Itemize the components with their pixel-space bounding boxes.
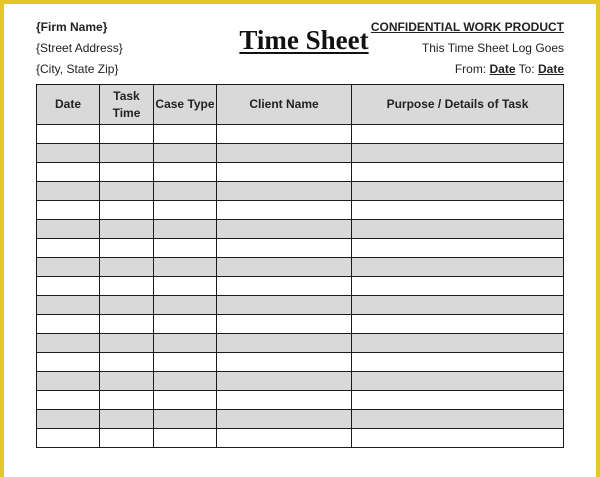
task-time-cell[interactable] [100, 163, 154, 182]
date-cell[interactable] [37, 277, 100, 296]
purpose-cell[interactable] [352, 334, 564, 353]
purpose-cell[interactable] [352, 182, 564, 201]
case-type-cell[interactable] [154, 429, 217, 448]
purpose-cell[interactable] [352, 296, 564, 315]
date-cell[interactable] [37, 144, 100, 163]
task-time-cell[interactable] [100, 391, 154, 410]
task-time-cell[interactable] [100, 353, 154, 372]
table-row [37, 429, 564, 448]
city-state-zip[interactable]: {City, State Zip} [36, 62, 119, 76]
table-row [37, 391, 564, 410]
date-cell[interactable] [37, 391, 100, 410]
client-name-cell[interactable] [217, 429, 352, 448]
purpose-cell[interactable] [352, 258, 564, 277]
table-row [37, 125, 564, 144]
table-header-row [37, 85, 564, 125]
client-name-cell[interactable] [217, 391, 352, 410]
date-cell[interactable] [37, 296, 100, 315]
date-cell[interactable] [37, 258, 100, 277]
client-name-cell[interactable] [217, 125, 352, 144]
client-name-cell[interactable] [217, 258, 352, 277]
case-type-cell[interactable] [154, 220, 217, 239]
to-label: To: [515, 62, 538, 76]
column-header-purpose: Purpose / Details of Task [352, 85, 564, 125]
client-name-cell[interactable] [217, 239, 352, 258]
purpose-cell[interactable] [352, 315, 564, 334]
time-sheet-table [36, 84, 564, 448]
client-name-cell[interactable] [217, 296, 352, 315]
purpose-cell[interactable] [352, 429, 564, 448]
table-row [37, 353, 564, 372]
table-row [37, 334, 564, 353]
case-type-cell[interactable] [154, 334, 217, 353]
case-type-cell[interactable] [154, 258, 217, 277]
task-time-cell[interactable] [100, 410, 154, 429]
table-row [37, 182, 564, 201]
case-type-cell[interactable] [154, 353, 217, 372]
case-type-cell[interactable] [154, 201, 217, 220]
task-time-cell[interactable] [100, 334, 154, 353]
client-name-cell[interactable] [217, 410, 352, 429]
table-row [37, 372, 564, 391]
client-name-cell[interactable] [217, 163, 352, 182]
purpose-cell[interactable] [352, 144, 564, 163]
client-name-cell[interactable] [217, 220, 352, 239]
date-cell[interactable] [37, 182, 100, 201]
task-time-cell[interactable] [100, 125, 154, 144]
task-time-cell[interactable] [100, 201, 154, 220]
case-type-cell[interactable] [154, 277, 217, 296]
column-header-case-type: Case Type [154, 85, 217, 125]
table-row [37, 277, 564, 296]
firm-name[interactable]: {Firm Name} [36, 20, 108, 34]
client-name-cell[interactable] [217, 372, 352, 391]
case-type-cell[interactable] [154, 182, 217, 201]
date-cell[interactable] [37, 410, 100, 429]
task-time-cell[interactable] [100, 182, 154, 201]
purpose-cell[interactable] [352, 220, 564, 239]
table-body [37, 125, 564, 448]
page-title-text: Time Sheet [239, 25, 369, 55]
street-address[interactable]: {Street Address} [36, 41, 123, 55]
task-time-cell[interactable] [100, 429, 154, 448]
to-date-field[interactable]: Date [537, 62, 564, 76]
column-header-client-name: Client Name [217, 85, 352, 125]
case-type-cell[interactable] [154, 125, 217, 144]
log-info [371, 17, 564, 80]
case-type-cell[interactable] [154, 410, 217, 429]
purpose-cell[interactable] [352, 391, 564, 410]
task-time-cell[interactable] [100, 372, 154, 391]
case-type-cell[interactable] [154, 163, 217, 182]
client-name-cell[interactable] [217, 277, 352, 296]
purpose-cell[interactable] [352, 410, 564, 429]
date-cell[interactable] [37, 201, 100, 220]
table-row [37, 258, 564, 277]
log-note: This Time Sheet Log Goes [421, 41, 564, 55]
date-cell[interactable] [37, 429, 100, 448]
purpose-cell[interactable] [352, 125, 564, 144]
purpose-cell[interactable] [352, 353, 564, 372]
from-date-field[interactable]: Date [489, 62, 516, 76]
date-cell[interactable] [37, 125, 100, 144]
column-header-date: Date [37, 85, 100, 125]
task-time-cell[interactable] [100, 315, 154, 334]
date-cell[interactable] [37, 163, 100, 182]
purpose-cell[interactable] [352, 163, 564, 182]
purpose-cell[interactable] [352, 372, 564, 391]
client-name-cell[interactable] [217, 334, 352, 353]
case-type-cell[interactable] [154, 239, 217, 258]
date-cell[interactable] [37, 239, 100, 258]
confidential-label: CONFIDENTIAL WORK PRODUCT [370, 20, 564, 34]
client-name-cell[interactable] [217, 144, 352, 163]
date-cell[interactable] [37, 220, 100, 239]
table-row [37, 239, 564, 258]
case-type-cell[interactable] [154, 372, 217, 391]
from-label: From: [454, 62, 490, 76]
case-type-cell[interactable] [154, 315, 217, 334]
task-time-cell[interactable] [100, 277, 154, 296]
client-name-cell[interactable] [217, 353, 352, 372]
table-row [37, 296, 564, 315]
column-header-task-time: Task Time [100, 85, 154, 125]
date-cell[interactable] [37, 315, 100, 334]
date-cell[interactable] [37, 334, 100, 353]
case-type-cell[interactable] [154, 144, 217, 163]
date-range [371, 59, 564, 80]
purpose-cell[interactable] [352, 201, 564, 220]
task-time-cell[interactable] [100, 144, 154, 163]
client-name-cell[interactable] [217, 315, 352, 334]
table-row [37, 144, 564, 163]
date-cell[interactable] [37, 353, 100, 372]
task-time-cell[interactable] [100, 296, 154, 315]
table-row [37, 163, 564, 182]
case-type-cell[interactable] [154, 391, 217, 410]
purpose-cell[interactable] [352, 277, 564, 296]
case-type-cell[interactable] [154, 296, 217, 315]
client-name-cell[interactable] [217, 201, 352, 220]
table-row [37, 220, 564, 239]
client-name-cell[interactable] [217, 182, 352, 201]
table-row [37, 315, 564, 334]
task-time-cell[interactable] [100, 239, 154, 258]
date-cell[interactable] [37, 372, 100, 391]
purpose-cell[interactable] [352, 239, 564, 258]
task-time-cell[interactable] [100, 258, 154, 277]
task-time-cell[interactable] [100, 220, 154, 239]
table-row [37, 410, 564, 429]
table-row [37, 201, 564, 220]
